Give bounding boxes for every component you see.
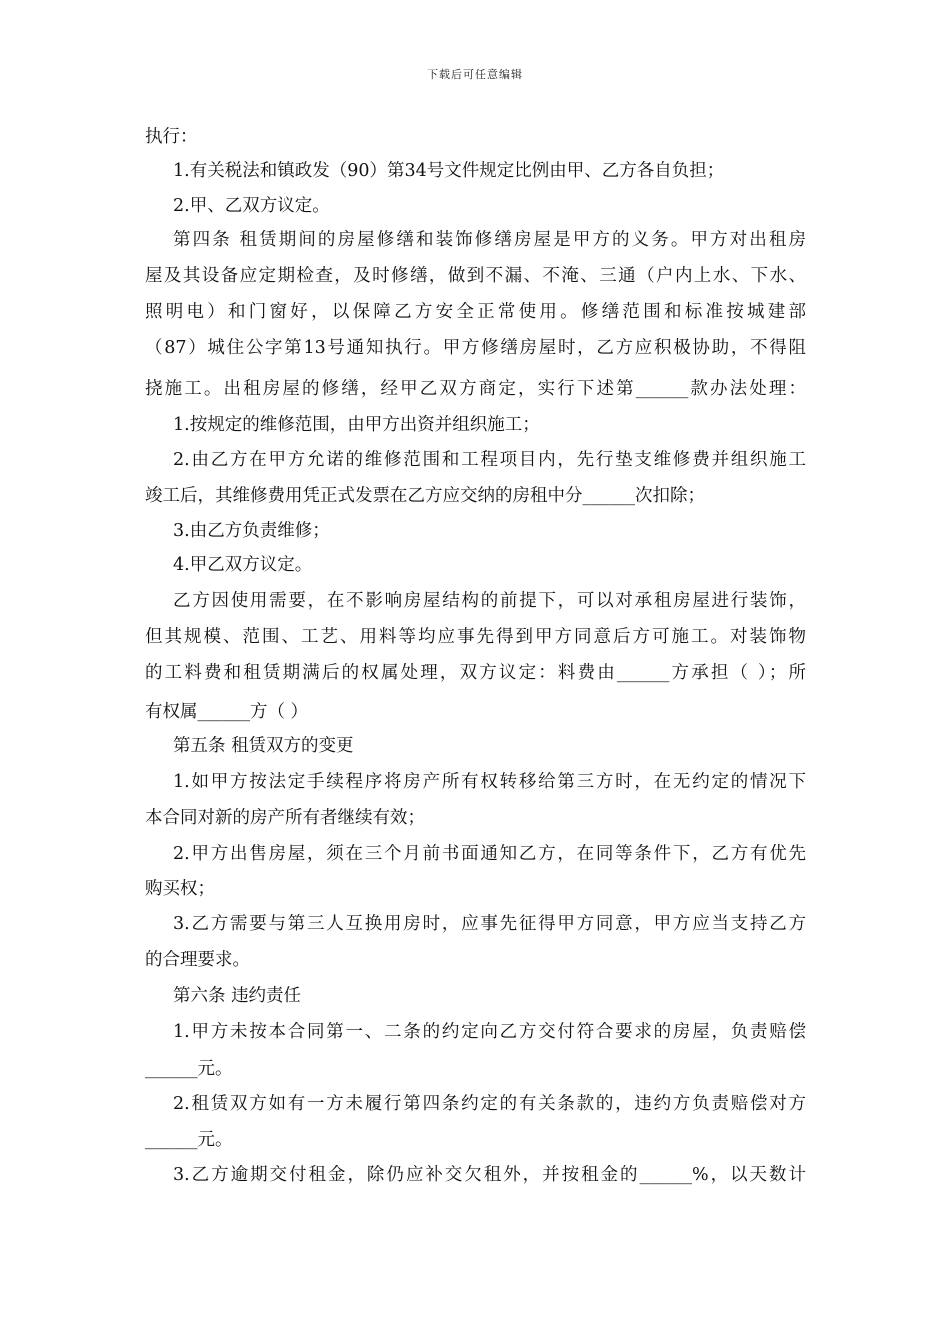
text-line: 本合同对新的房产所有者继续有效； <box>145 808 425 828</box>
text-line: ______元。 <box>145 1130 233 1150</box>
text-line: 照明电）和门窗好，以保障乙方安全正常使用。修缮范围和标准按城建部 <box>145 302 806 322</box>
text-line: 有权属______方（ ） <box>145 702 309 722</box>
text-line: 4.甲乙双方议定。 <box>173 555 313 575</box>
text-line: （87）城住公字第13号通知执行。甲方修缮房屋时，乙方应积极协助，不得阻 <box>145 338 806 358</box>
article-heading: 第六条 违约责任 <box>173 986 302 1006</box>
text-line: 2.由乙方在甲方允诺的维修范围和工程项目内，先行垫支维修费并组织施工 <box>173 450 806 470</box>
page-header: 下载后可任意编辑 <box>427 68 523 81</box>
text-line: 3.乙方逾期交付租金，除仍应补交欠租外，并按租金的______%，以天数计 <box>173 1165 806 1185</box>
text-line: 执行： <box>145 127 198 147</box>
article-heading-line: 第四条 租赁期间的房屋修缮和装饰修缮房屋是甲方的义务。甲方对出租房 <box>173 230 806 250</box>
text-line: 乙方因使用需要，在不影响房屋结构的前提下，可以对承租房屋进行装饰， <box>173 591 806 611</box>
text-line: 的工料费和租赁期满后的权属处理，双方议定：料费由______方承担（ ）；所 <box>145 663 806 683</box>
text-line: 1.有关税法和镇政发（90）第34号文件规定比例由甲、乙方各自负担； <box>173 161 725 181</box>
text-line: 的合理要求。 <box>145 950 250 970</box>
text-line: 3.由乙方负责维修； <box>173 521 330 541</box>
text-line: 2.租赁双方如有一方未履行第四条约定的有关条款的，违约方负责赔偿对方 <box>173 1094 806 1114</box>
text-line: 购买权； <box>145 879 215 899</box>
text-line: 1.如甲方按法定手续程序将房产所有权转移给第三方时，在无约定的情况下 <box>173 772 806 792</box>
text-line: 1.甲方未按本合同第一、二条的约定向乙方交付符合要求的房屋，负责赔偿 <box>173 1022 806 1042</box>
text-line: 竣工后，其维修费用凭正式发票在乙方应交纳的房租中分______次扣除； <box>145 486 705 506</box>
text-line: 2.甲方出售房屋，须在三个月前书面通知乙方，在同等条件下，乙方有优先 <box>173 844 806 864</box>
text-line: 屋及其设备应定期检查，及时修缮，做到不漏、不淹、三通（户内上水、下水、 <box>145 266 806 286</box>
text-line: 挠施工。出租房屋的修缮，经甲乙双方商定，实行下述第______款办法处理： <box>145 379 806 399</box>
text-line: 2.甲、乙双方议定。 <box>173 196 330 216</box>
text-line: 3.乙方需要与第三人互换用房时，应事先征得甲方同意，甲方应当支持乙方 <box>173 914 806 934</box>
article-heading: 第五条 租赁双方的变更 <box>173 736 354 756</box>
text-line: 但其规模、范围、工艺、用料等均应事先得到甲方同意后方可施工。对装饰物 <box>145 627 806 647</box>
text-line: ______元。 <box>145 1059 233 1079</box>
text-line: 1.按规定的维修范围，由甲方出资并组织施工； <box>173 415 540 435</box>
